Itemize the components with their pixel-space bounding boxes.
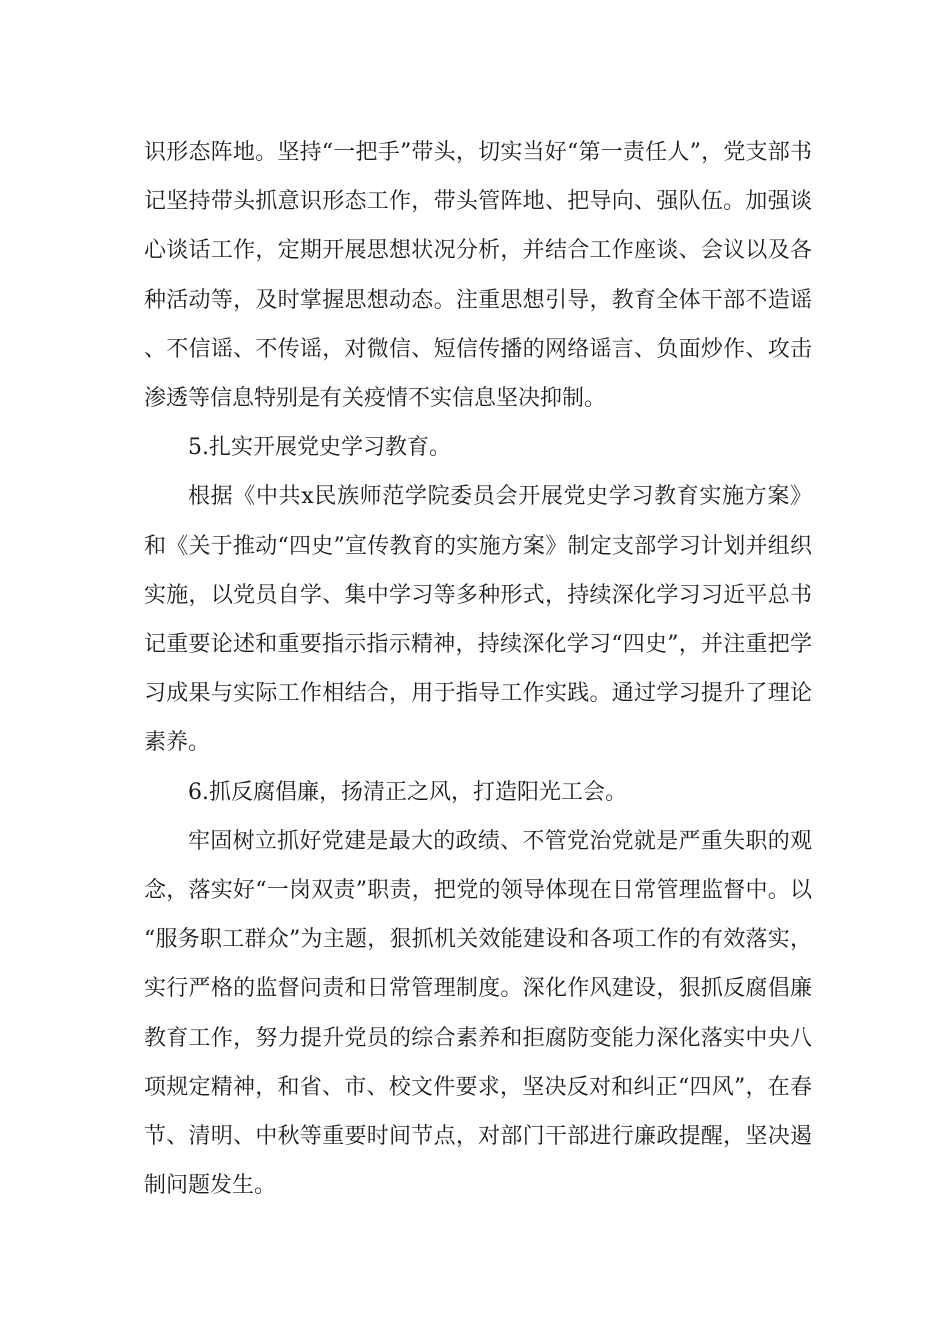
paragraph-party-history: 根据《中共x民族师范学院委员会开展党史学习教育实施方案》和《关于推动“四史”宣传教育的实施方案》制定支部学习计划并组织实施，以党员自学、集中学习等多种形式，持续深化学习习近平总书记重要论述和重要指示指示精神，持续深化学习“四史”，并注重把学习成果与实际工作相结合，用于指导工作实践。通过学习提升了理论素养。 — [144, 484, 812, 756]
paragraph-anti-corruption: 牢固树立抓好党建是最大的政绩、不管党治党就是严重失职的观念，落实好“一岗双责”职责，把党的领导体现在日常管理监督中。以“服务职工群众”为主题，狠抓机关效能建设和各项工作的有效落实，实行严格的监督问责和日常管理制度。深化作风建设，狠抓反腐倡廉教育工作，努力提升党员的综合素养和拒腐防变能力深化落实中央八项规定精神，和省、市、校文件要求，坚决反对和纠正“四风”，在春节、清明、中秋等重要时间节点，对部门干部进行廉政提醒，坚决遏制问题发生。 — [144, 828, 812, 1199]
document-body — [144, 128, 812, 1210]
paragraph-continuation: 识形态阵地。坚持“一把手”带头，切实当好“第一责任人”，党支部书记坚持带头抓意识形态工作，带头管阵地、把导向、强队伍。加强谈心谈话工作，定期开展思想状况分析，并结合工作座谈、会议以及各种活动等，及时掌握思想动态。注重思想引导，教育全体干部不造谣、不信谣、不传谣，对微信、短信传播的网络谣言、负面炒作、攻击渗透等信息特别是有关疫情不实信息坚决抑制。 — [144, 140, 812, 412]
heading-item-5: 5.扎实开展党史学习教育。 — [188, 435, 451, 461]
heading-item-6: 6.抓反腐倡廉，扬清正之风，打造阳光工会。 — [188, 779, 627, 805]
